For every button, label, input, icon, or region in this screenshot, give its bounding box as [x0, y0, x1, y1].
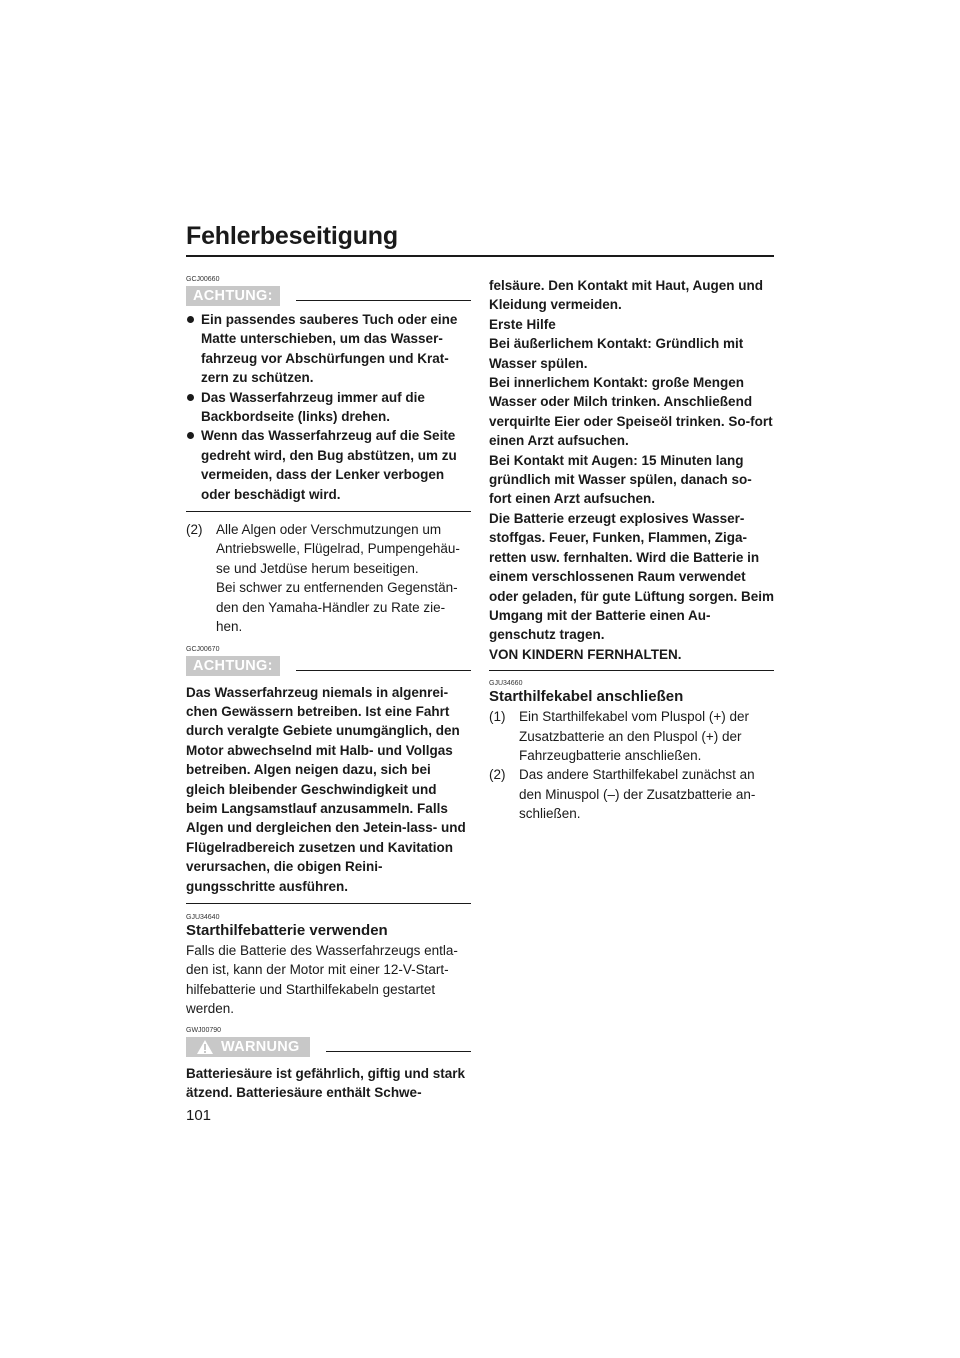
caution-header	[186, 655, 471, 677]
warning-code: GWJ00790	[186, 1026, 222, 1034]
step-item	[186, 520, 471, 636]
warning-label: WARNUNG	[221, 1038, 300, 1055]
page-title: Fehlerbeseitigung	[186, 222, 398, 250]
hydrogen-warning: Die Batterie erzeugt explosives Wasser-stoffgas. Feuer, Funken, Flammen, Ziga-retten usw. fernhalten. Wird die Batterie in einem verschlossenen Raum verwendet oder geladen, für gute Lüftung sorgen. Beim Umgang mit der Batterie einen Au-genschutz tragen.	[489, 510, 775, 643]
bullet-item: Ein passendes sauberes Tuch oder eine Matte unterschieben, um das Wasser-fahrzeug vor Abschürfungen und Krat-zern zu schützen.	[186, 310, 471, 388]
keep-away-children: VON KINDERN FERNHALTEN.	[489, 646, 682, 662]
step-item	[489, 707, 774, 765]
caution-bullets	[186, 310, 471, 504]
first-aid-internal: Bei innerlichem Kontakt: große Mengen Wasser oder Milch trinken. Anschließend verquirlte Eier oder Speiseöl trinken. So-fort einen Arzt aufsuchen.	[489, 375, 773, 449]
step-text: Alle Algen oder Verschmutzungen um Antriebswelle, Flügelrad, Pumpengehäu-se und Jetdüse herum beseitigen.	[216, 522, 460, 576]
section-heading: Starthilfekabel anschließen	[489, 688, 684, 706]
warning-header	[186, 1036, 471, 1058]
left-column	[186, 276, 471, 1102]
caution-header	[186, 285, 471, 307]
section-heading: Starthilfebatterie verwenden	[186, 921, 388, 939]
step-item	[489, 765, 774, 823]
warning-badge	[186, 1037, 310, 1057]
bullet-item: Wenn das Wasserfahrzeug auf die Seite gedreht wird, den Bug abstützen, um zu vermeiden, dass der Lenker verbogen oder beschädigt wird.	[186, 426, 471, 504]
warning-text: Batteriesäure ist gefährlich, giftig und stark ätzend. Batteriesäure enthält Schwe-	[186, 1065, 466, 1100]
right-column	[489, 276, 774, 824]
warning-triangle-icon	[196, 1039, 214, 1055]
first-aid-eyes: Bei Kontakt mit Augen: 15 Minuten lang gründlich mit Wasser spülen, danach so-fort einen Arzt aufsuchen.	[489, 452, 752, 507]
warning-end-rule	[489, 670, 774, 671]
caution-rule	[296, 670, 471, 671]
caution-badge: ACHTUNG:	[186, 286, 280, 306]
first-aid-heading: Erste Hilfe	[489, 316, 556, 332]
step-number: (1)	[489, 709, 506, 725]
section-code: GJU34640	[186, 913, 220, 921]
section-code: GJU34660	[489, 680, 523, 688]
caution-end-rule	[186, 511, 471, 512]
step-list	[489, 707, 774, 823]
step-text-cont: Bei schwer zu entfernenden Gegenstän-den den Yamaha-Händler zu Rate zie-hen.	[216, 580, 458, 635]
step-list	[186, 520, 471, 636]
warning-text-cont: felsäure. Den Kontakt mit Haut, Augen und Kleidung vermeiden.	[489, 278, 764, 313]
caution-text: Das Wasserfahrzeug niemals in algenrei-chen Gewässern betreiben. Ist eine Fahrt durch veralgte Gebiete unumgänglich, den Motor abwechselnd mit Halb- und Vollgas betreiben. Algen neigen dazu, sich bei gleich bleibender Geschwindigkeit und beim Langsamstlauf anzusammeln. Falls Algen und dergleichen den Jetein-lass- und Flügelradbereich zusetzen und Kavitation verursachen, die obigen Reini-gungsschritte ausführen.	[186, 684, 466, 894]
caution-end-rule	[186, 903, 471, 904]
page-number: 101	[186, 1107, 212, 1124]
step-number: (2)	[489, 767, 506, 783]
notice-code: GCJ00660	[186, 276, 220, 283]
step-number: (2)	[186, 522, 203, 538]
caution-badge: ACHTUNG:	[186, 656, 280, 676]
notice-code: GCJ00670	[186, 645, 220, 653]
warning-rule	[326, 1051, 471, 1052]
bullet-item: Das Wasserfahrzeug immer auf die Backbordseite (links) drehen.	[186, 388, 471, 427]
step-text: Das andere Starthilfekabel zunächst an den Minuspol (–) der Zusatzbatterie an-schließen.	[519, 767, 756, 822]
title-rule	[186, 255, 774, 257]
step-text: Ein Starthilfekabel vom Pluspol (+) der Zusatzbatterie an den Pluspol (+) der Fahrzeugbatterie anschließen.	[519, 709, 749, 763]
first-aid-external: Bei äußerlichem Kontakt: Gründlich mit Wasser spülen.	[489, 336, 744, 371]
caution-rule	[296, 300, 471, 301]
section-text: Falls die Batterie des Wasserfahrzeugs entla-den ist, kann der Motor mit einer 12-V-Start-hilfebatterie und Starthilfekabeln gestartet werden.	[186, 942, 458, 1017]
